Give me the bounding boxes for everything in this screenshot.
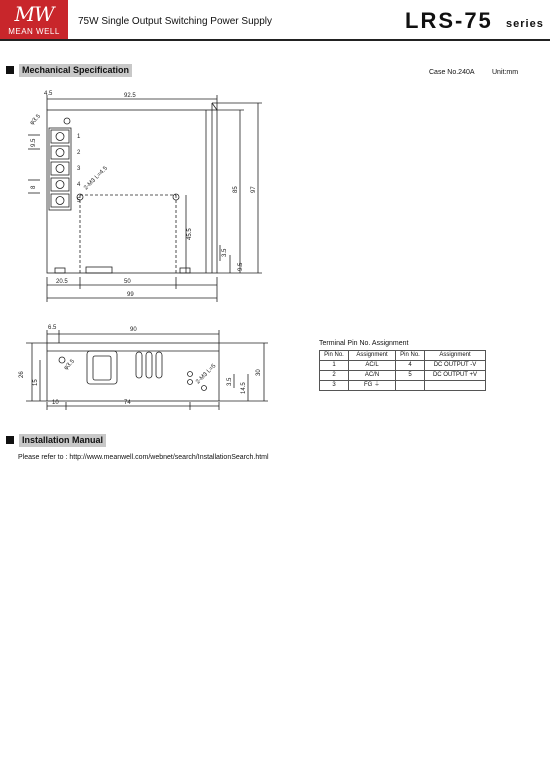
logo-name: MEAN WELL (8, 27, 60, 36)
dim-label: 3.5 (222, 248, 228, 257)
installation-link-text[interactable]: Please refer to : http://www.meanwell.com/webnet/search/InstallationSearch.html (18, 454, 269, 461)
table-cell (425, 381, 486, 391)
dim-label: 50 (124, 279, 131, 285)
terminal-table-title: Terminal Pin No. Assignment (319, 340, 409, 347)
dim-label: 26 (19, 371, 25, 378)
dim-label: 20.5 (56, 279, 68, 285)
model-number: LRS-75 (405, 8, 493, 33)
column-header: Assignment (349, 351, 396, 361)
dim-label: 8 (31, 185, 37, 189)
table-cell: 5 (396, 371, 425, 381)
dim-label: 10 (52, 400, 59, 406)
section-title: Mechanical Specification (19, 64, 132, 77)
logo-mark: MW (14, 2, 54, 26)
dim-label: 45.5 (187, 228, 193, 240)
hole-label: φ3.5 (29, 113, 43, 127)
dim-label: 74 (124, 400, 131, 406)
column-header: Pin No. (396, 351, 425, 361)
terminal-pin-table (319, 350, 486, 391)
pin-label: 3 (77, 166, 81, 172)
table-row (320, 361, 486, 371)
dim-label: 9.5 (31, 138, 37, 147)
side-view-drawing (14, 318, 274, 413)
dim-label: 6.5 (48, 325, 57, 331)
section-square-icon (6, 436, 14, 444)
table-cell: 3 (320, 381, 349, 391)
table-cell: DC OUTPUT -V (425, 361, 486, 371)
section-title: Installation Manual (19, 434, 106, 447)
dim-label: 3.5 (227, 377, 233, 386)
dim-label: 14.5 (241, 382, 247, 394)
section-square-icon (6, 66, 14, 74)
dim-label: 9.5 (238, 262, 244, 271)
pin-label: 2 (77, 150, 81, 156)
series-label: series (506, 18, 544, 30)
dim-label: 15 (33, 379, 39, 386)
table-row (320, 371, 486, 381)
dim-label: 97 (251, 186, 257, 193)
pin-label: 4 (77, 182, 81, 188)
table-row (320, 381, 486, 391)
table-cell: FG ⏚ (349, 381, 396, 391)
table-cell: 2 (320, 371, 349, 381)
unit-label: Unit:mm (492, 69, 519, 76)
installation-section-heading (6, 434, 206, 447)
brand-logo (0, 0, 68, 40)
pin-label: 5 (77, 198, 81, 204)
table-cell (396, 381, 425, 391)
header-divider (0, 39, 550, 41)
chassis-outline (47, 110, 217, 273)
table-cell: AC/L (349, 361, 396, 371)
column-header: Pin No. (320, 351, 349, 361)
top-view-drawing (20, 85, 280, 310)
table-cell: DC OUTPUT +V (425, 371, 486, 381)
table-cell: 1 (320, 361, 349, 371)
dim-label: 92.5 (124, 93, 136, 99)
table-cell: AC/N (349, 371, 396, 381)
table-cell: 4 (396, 361, 425, 371)
dim-label: 4.5 (44, 91, 53, 97)
case-number: Case No.240A (429, 69, 475, 76)
dim-label: 99 (127, 292, 134, 298)
table-header-row (320, 351, 486, 361)
column-header: Assignment (425, 351, 486, 361)
pin-label: 1 (77, 134, 81, 140)
dim-label: 90 (130, 327, 137, 333)
screw-label: 2-M3 L=5 (195, 363, 218, 386)
screw-label: 2-M3 L=4.5 (83, 165, 110, 192)
dim-label: 30 (256, 369, 262, 376)
side-chassis-outline (47, 343, 219, 401)
mechanical-section-heading (6, 64, 206, 77)
hole-label: φ3.5 (63, 358, 77, 372)
product-title: 75W Single Output Switching Power Supply (78, 16, 272, 27)
dim-label: 85 (233, 186, 239, 193)
